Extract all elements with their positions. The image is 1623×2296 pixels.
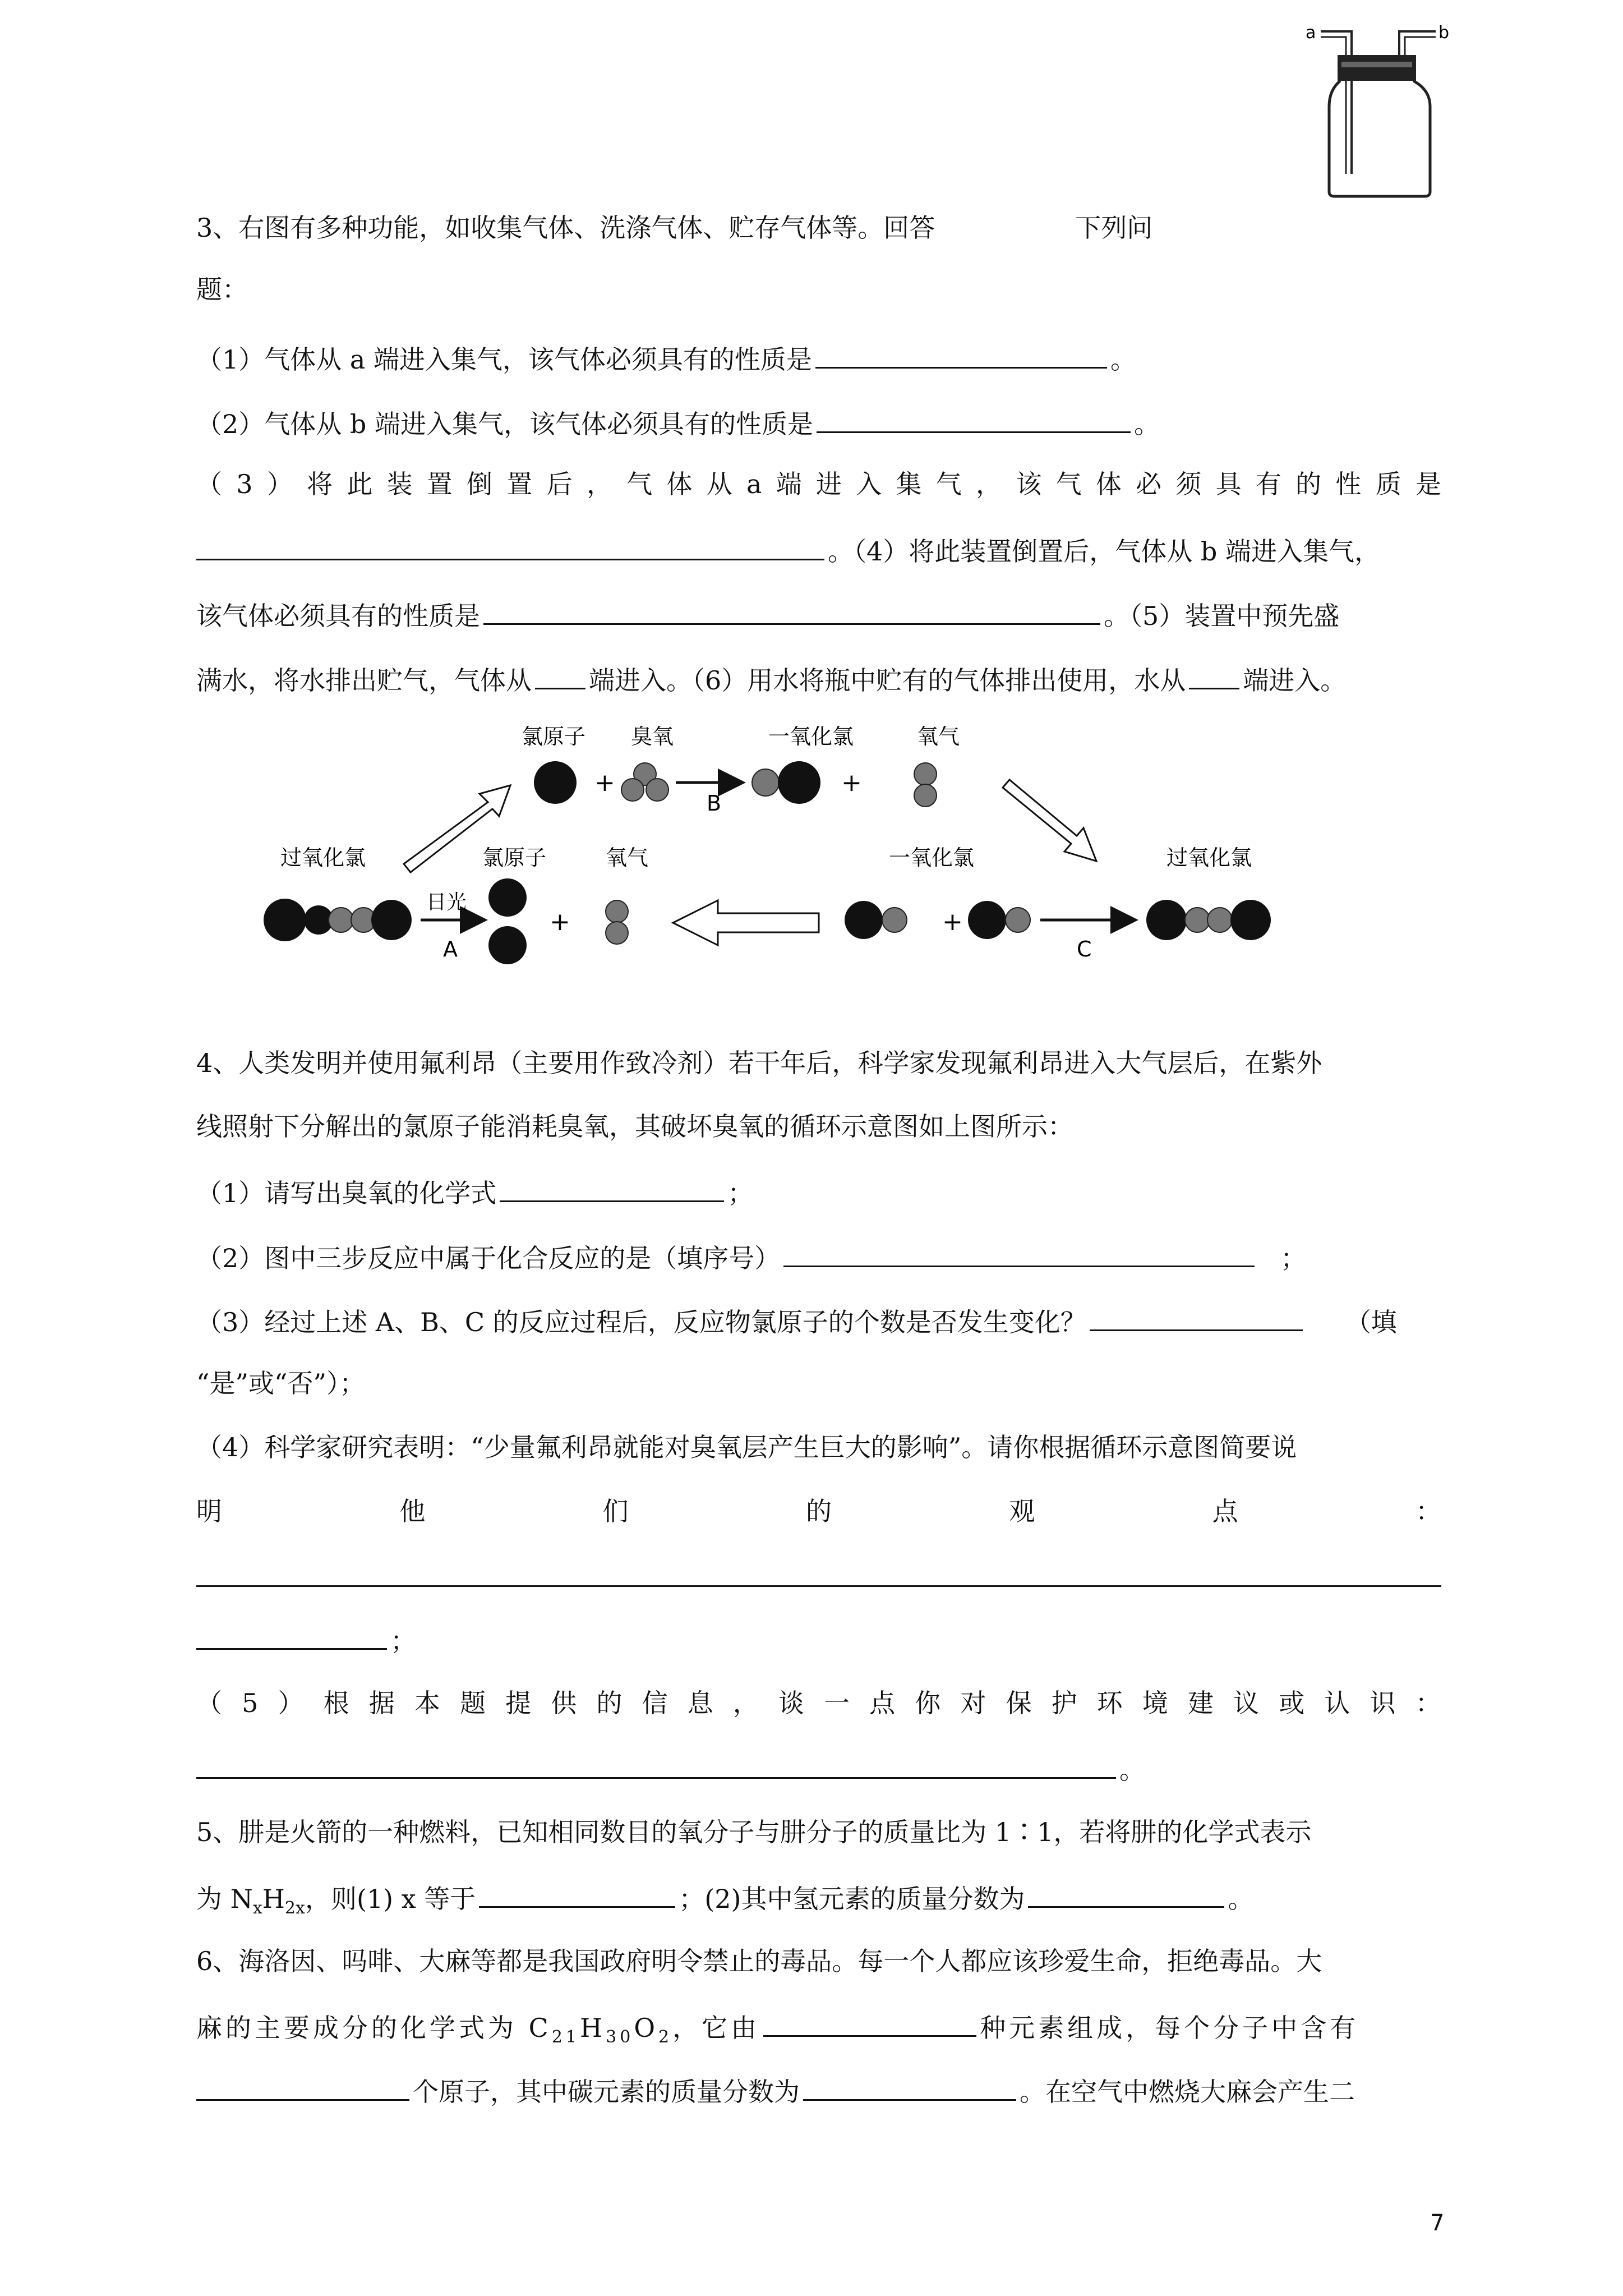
label-cl-top: 氯原子: [522, 724, 586, 749]
answer-blank[interactable]: [479, 1879, 675, 1908]
spread-char: 们: [602, 1496, 629, 1526]
answer-blank[interactable]: [817, 404, 1131, 433]
spread-char: （: [196, 469, 222, 499]
spread-char: 是: [1415, 469, 1441, 499]
o2-molecule-bottom: [606, 900, 628, 944]
spread-char: 倒: [467, 469, 493, 499]
spread-char: 气: [935, 469, 962, 499]
label-cl2o2-left: 过氧化氯: [280, 845, 366, 870]
q4-part4: （4）科学家研究表明：“少量氟利昂就能对臭氧层产生巨大的影响”。请你根据循环示意图简要说: [196, 1432, 1297, 1462]
spread-char: 根: [323, 1688, 349, 1718]
answer-blank[interactable]: [196, 1750, 1116, 1779]
q4-part4-spread: [196, 1494, 1441, 1528]
spread-char: 3: [236, 469, 253, 499]
label-o2-top: 氧气: [917, 724, 960, 749]
spread-char: 须: [1175, 469, 1202, 499]
answer-blank[interactable]: [1189, 661, 1239, 689]
spread-char: 此: [347, 469, 373, 499]
spread-char: 进: [815, 469, 842, 499]
q4-part3: （3）经过上述 A、B、C 的反应过程后，反应物氯原子的个数是否发生变化？ （填: [196, 1303, 1397, 1339]
spread-char: 后: [546, 469, 573, 499]
q3-part3-cont: 。（4）将此装置倒置后，气体从 b 端进入集气，: [196, 532, 1380, 568]
ozone-molecule: [621, 763, 668, 801]
spread-char: 谈: [778, 1688, 804, 1718]
spread-char: 置: [506, 469, 533, 499]
spread-char: 或: [1279, 1688, 1305, 1718]
q4-line2: 线照射下分解出的氯原子能消耗臭氧，其破坏臭氧的循环示意图如上图所示：: [196, 1111, 1073, 1142]
spread-char: 集: [896, 469, 922, 499]
spread-char: 议: [1233, 1688, 1260, 1718]
spread-char: 端: [776, 469, 802, 499]
spread-char: ，: [976, 469, 1002, 499]
page-number: 7: [1430, 2210, 1445, 2236]
clo-molecule-top: [752, 761, 820, 804]
q4-part2: （2）图中三步反应中属于化合反应的是（填序号） ；: [196, 1239, 1306, 1275]
spread-char: 建: [1188, 1688, 1214, 1718]
clo-molecule-bottom-1: [845, 901, 907, 939]
q3-part2: （2）气体从 b 端进入集气，该气体必须具有的性质是 。: [196, 404, 1160, 441]
spread-char: 点: [1212, 1496, 1238, 1526]
spread-char: 该: [1016, 469, 1042, 499]
svg-text:+: +: [841, 769, 862, 797]
spread-char: 置: [426, 469, 453, 499]
spread-char: 保: [1006, 1688, 1032, 1718]
spread-char: 供: [551, 1688, 577, 1718]
spread-char: a: [746, 469, 762, 499]
q3-line1: 3、右图有多种功能，如收集气体、洗涤气体、贮存气体等。回答 下列问: [196, 213, 1153, 243]
q5-line2: 为 $N_xH_{2x}$，则(1) x 等于 ；(2)其中氢元素的质量分数为 。: [196, 1879, 1253, 1925]
arrow-down-right: [1003, 780, 1096, 861]
q4-line1: 4、人类发明并使用氟利昂（主要用作致冷剂）若干年后，科学家发现氟利昂进入大气层后，在紫外: [196, 1048, 1322, 1078]
answer-blank[interactable]: [196, 1621, 387, 1650]
clo-molecule-bottom-2: [968, 901, 1030, 939]
spread-char: 据: [368, 1688, 395, 1718]
spread-char: 你: [915, 1688, 941, 1718]
spread-char: （: [196, 1688, 222, 1718]
spread-char: 性: [1335, 469, 1362, 499]
label-cl2o2-right: 过氧化氯: [1166, 845, 1252, 870]
bottle-label-a: a: [1306, 23, 1316, 43]
answer-blank[interactable]: [803, 2072, 1016, 2101]
label-o2-bottom: 氧气: [606, 845, 649, 870]
answer-blank[interactable]: [196, 532, 824, 560]
sunlight-label: 日光: [426, 891, 467, 914]
ozone-cycle-figure: [258, 718, 1324, 982]
q5-line1: 5、肼是火箭的一种燃料，已知相同数目的氧分子与肼分子的质量比为 1∶1，若将肼的化学式表示: [196, 1817, 1312, 1847]
spread-char: 信: [642, 1688, 668, 1718]
spread-char: 的: [596, 1688, 623, 1718]
spread-char: 的: [805, 1496, 832, 1526]
spread-char: 从: [706, 469, 732, 499]
answer-blank[interactable]: [483, 596, 1100, 625]
spread-char: 的: [1295, 469, 1322, 499]
answer-blank[interactable]: [783, 1239, 1255, 1267]
cl2o2-molecule-right: [1146, 900, 1271, 940]
spread-char: 境: [1142, 1688, 1168, 1718]
spread-char: 具: [1215, 469, 1242, 499]
spread-char: 息: [687, 1688, 713, 1718]
bottle-label-b: b: [1438, 23, 1450, 43]
cl-atom-top: [534, 761, 577, 804]
q4-part5-cont: 。: [196, 1750, 1145, 1787]
spread-char: 观: [1009, 1496, 1035, 1526]
spread-char: ：: [1415, 1496, 1441, 1526]
label-clo-bottom: 一氧化氯: [889, 845, 975, 870]
label-cl-bottom: 氯原子: [482, 845, 547, 870]
q3-part5-6: 满水，将水排出贮气，气体从 端进入。（6）用水将瓶中贮有的气体排出使用，水从 端进入。: [196, 661, 1346, 697]
o2-molecule-top: [914, 763, 937, 807]
spread-char: ，: [586, 469, 612, 499]
spread-char: ）: [266, 469, 293, 499]
q6-line3: 个原子，其中碳元素的质量分数为 。在空气中燃烧大麻会产生二: [196, 2072, 1355, 2109]
gas-bottle-figure: [1295, 11, 1464, 202]
step-b: B: [707, 791, 722, 816]
spread-char: 认: [1324, 1688, 1350, 1718]
spread-char: 装: [386, 469, 413, 499]
spread-char: 本: [414, 1688, 440, 1718]
spread-char: 气: [1055, 469, 1082, 499]
q4-part1: （1）请写出臭氧的化学式 ；: [196, 1174, 753, 1210]
q3-part3-spread: [196, 467, 1441, 501]
spread-char: 环: [1096, 1688, 1123, 1718]
spread-char: 护: [1051, 1688, 1077, 1718]
spread-char: 识: [1370, 1688, 1396, 1718]
q6-line2: 麻的主要成分的化学式为 $C_{21}H_{30}O_2$，它由 种元素组成，每个分子中含有: [196, 2008, 1359, 2054]
answer-blank[interactable]: [535, 661, 585, 689]
spread-char: 题: [460, 1688, 486, 1718]
cl2o2-molecule-left: [264, 899, 412, 941]
answer-blank[interactable]: [1090, 1303, 1303, 1331]
step-c: C: [1077, 937, 1092, 961]
answer-line[interactable]: [196, 1585, 1441, 1587]
answer-blank[interactable]: [196, 2072, 409, 2101]
q3-part1: （1）气体从 a 端进入集气，该气体必须具有的性质是 。: [196, 340, 1136, 376]
cl-atom-bottom-2: [488, 926, 527, 964]
svg-text:+: +: [550, 908, 570, 936]
q3-part4: 该气体必须具有的性质是 。（5）装置中预先盛: [196, 596, 1339, 633]
spread-char: 有: [1255, 469, 1281, 499]
spread-char: 必: [1136, 469, 1162, 499]
answer-blank[interactable]: [500, 1174, 724, 1202]
answer-blank[interactable]: [763, 2008, 976, 2037]
answer-blank[interactable]: [815, 340, 1107, 369]
spread-char: 体: [666, 469, 693, 499]
label-o3-top: 臭氧: [631, 724, 674, 749]
q4-part3-cont: “是”或“否”）；: [196, 1368, 366, 1398]
spread-char: 将: [307, 469, 333, 499]
svg-text:+: +: [594, 769, 615, 797]
spread-char: 气: [626, 469, 653, 499]
q6-line1: 6、海洛因、吗啡、大麻等都是我国政府明令禁止的毒品。每一个人都应该珍爱生命，拒绝毒品。大: [196, 1946, 1322, 1976]
spread-char: ：: [1415, 1688, 1441, 1718]
spread-char: 点: [869, 1688, 896, 1718]
q4-part5-spread: [196, 1686, 1441, 1720]
spread-char: 明: [196, 1496, 222, 1526]
q3-line2: 题：: [196, 274, 248, 305]
spread-char: 一: [824, 1688, 850, 1718]
arrow-left: [673, 900, 819, 945]
spread-char: 对: [960, 1688, 986, 1718]
spread-char: 5: [242, 1688, 259, 1718]
step-a: A: [443, 937, 458, 961]
label-clo-top: 一氧化氯: [768, 724, 854, 749]
spread-char: 提: [505, 1688, 532, 1718]
spread-char: ）: [278, 1688, 304, 1718]
spread-char: 质: [1375, 469, 1401, 499]
spread-char: 体: [1095, 469, 1122, 499]
svg-text:+: +: [942, 908, 963, 936]
q4-part4-end: ；: [196, 1621, 416, 1658]
spread-char: ，: [732, 1688, 759, 1718]
spread-char: 他: [399, 1496, 426, 1526]
answer-blank[interactable]: [1028, 1879, 1224, 1908]
cl-atom-bottom-1: [488, 878, 527, 917]
spread-char: 入: [856, 469, 882, 499]
